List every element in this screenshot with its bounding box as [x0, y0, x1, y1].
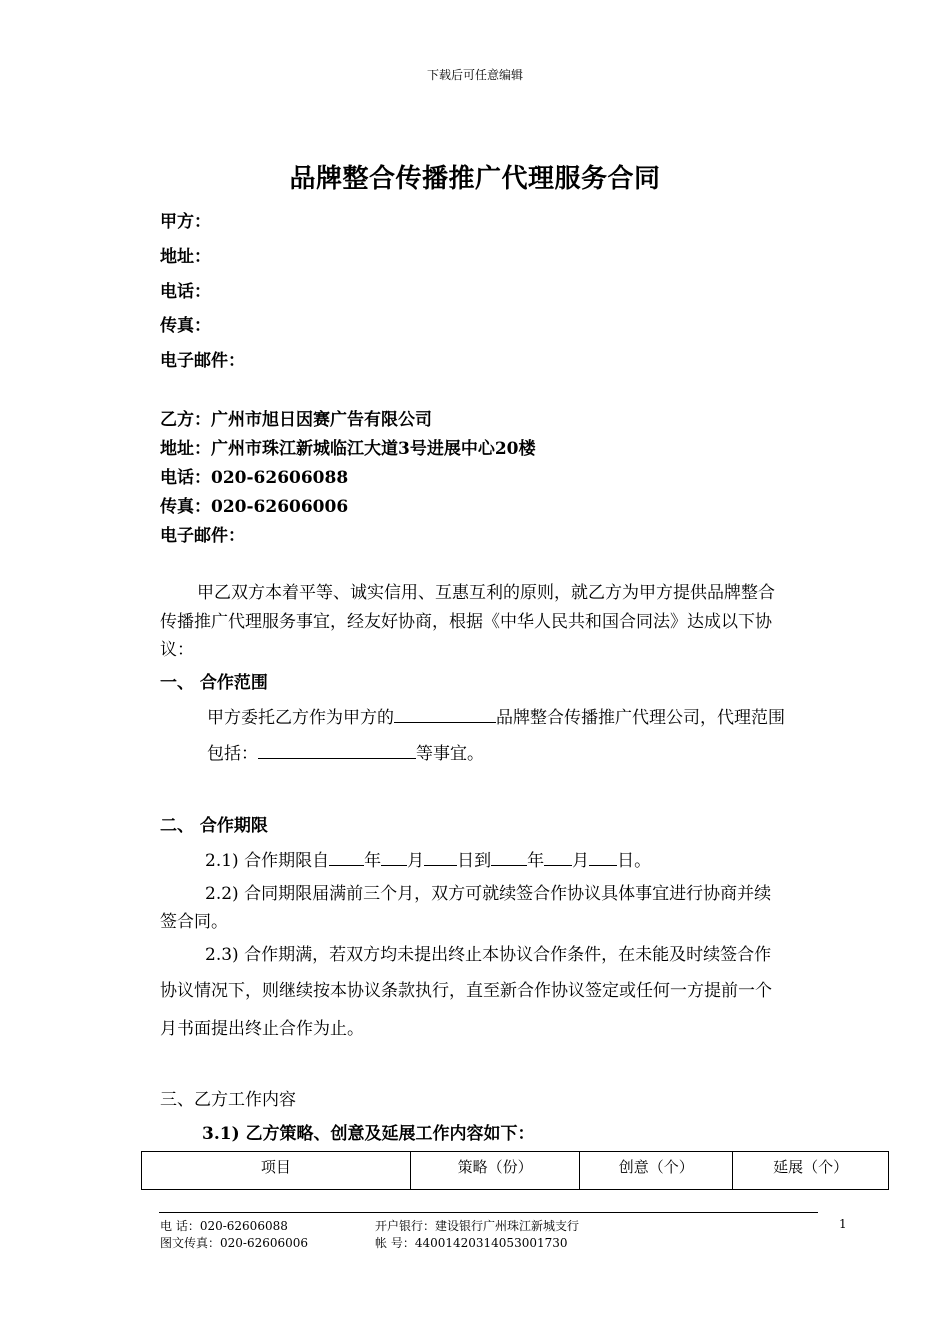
table-header-item: 项目: [142, 1152, 411, 1190]
section-1-line-2: [207, 739, 484, 764]
header-note: 下载后可任意编辑: [426, 68, 523, 82]
party-b-address: 地址：广州市珠江新城临江大道3号进展中心20楼: [160, 439, 536, 459]
item-2-1-text-g: 日。: [617, 851, 652, 871]
item-2-2-line-1: 2.2) 合同期限届满前三个月，双方可就续签合作协议具体事宜进行协商并续: [205, 884, 772, 904]
scope-blank-field[interactable]: [258, 741, 416, 759]
footer-account: 帐 号：44001420314053001730: [375, 1236, 568, 1250]
party-b-name: 乙方：广州市旭日因赛广告有限公司: [160, 410, 432, 430]
item-2-3-line-3: 月书面提出终止合作为止。: [160, 1019, 364, 1039]
item-2-1-text-b: 年: [364, 851, 382, 871]
footer-divider: [159, 1212, 818, 1213]
brand-blank-field[interactable]: [394, 705, 496, 723]
footer-fax: 图文传真：020-62606006: [160, 1236, 309, 1250]
start-month-blank[interactable]: [381, 848, 407, 866]
party-a-label: 甲方：: [160, 212, 211, 232]
table-header-strategy: 策略（份）: [410, 1152, 580, 1190]
table-header-row: [142, 1152, 889, 1190]
intro-line-2: 传播推广代理服务事宜，经友好协商，根据《中华人民共和国合同法》达成以下协: [160, 612, 772, 632]
section-2-heading: 二、 合作期限: [160, 816, 268, 836]
page-number: 1: [839, 1217, 847, 1231]
item-2-3-line-1: 2.3) 合作期满，若双方均未提出终止本协议合作条件，在未能及时续签合作: [205, 945, 772, 965]
start-year-blank[interactable]: [329, 848, 364, 866]
party-a-phone: 电话：: [160, 282, 211, 302]
end-year-blank[interactable]: [491, 848, 527, 866]
party-a-address: 地址：: [160, 247, 211, 267]
party-b-phone: 电话：020-62606088: [160, 468, 349, 488]
section-3-heading: 三、乙方工作内容: [160, 1090, 296, 1110]
party-b-email: 电子邮件：: [160, 526, 245, 546]
end-month-blank[interactable]: [544, 848, 572, 866]
contract-title: 品牌整合传播推广代理服务合同: [289, 164, 661, 194]
footer-phone: 电 话：020-62606088: [160, 1219, 288, 1233]
start-day-blank[interactable]: [424, 848, 457, 866]
item-2-1-text-d: 日到: [457, 851, 492, 871]
party-a-fax: 传真：: [160, 316, 211, 336]
intro-line-1: 甲乙双方本着平等、诚实信用、互惠互利的原则，就乙方为甲方提供品牌整合: [197, 583, 775, 603]
party-b-fax: 传真：020-62606006: [160, 497, 349, 517]
table-header-extension: 延展（个）: [733, 1152, 889, 1190]
section-1-text-d: 等事宜。: [416, 744, 484, 764]
table-header-creative: 创意（个）: [580, 1152, 733, 1190]
item-2-3-line-2: 协议情况下，则继续按本协议条款执行，直至新合作协议签定或任何一方提前一个: [160, 981, 772, 1001]
section-1-text-a: 甲方委托乙方作为甲方的: [207, 708, 394, 728]
item-2-2-line-2: 签合同。: [160, 912, 228, 932]
section-1-text-c: 包括：: [207, 744, 258, 764]
end-day-blank[interactable]: [589, 848, 617, 866]
footer-bank: 开户银行：建设银行广州珠江新城支行: [375, 1219, 580, 1233]
work-content-table: [141, 1151, 889, 1190]
section-1-heading: 一、 合作范围: [160, 673, 268, 693]
item-2-1-text-e: 年: [527, 851, 545, 871]
section-1-line-1: [207, 703, 785, 728]
item-2-1: [205, 846, 651, 871]
section-1-text-b: 品牌整合传播推广代理公司，代理范围: [496, 708, 785, 728]
item-2-1-text-c: 月: [407, 851, 425, 871]
party-a-email: 电子邮件：: [160, 351, 245, 371]
item-2-1-text-a: 2.1) 合作期限自: [205, 851, 330, 871]
section-3-subheading: 3.1) 乙方策略、创意及延展工作内容如下：: [202, 1124, 535, 1144]
item-2-1-text-f: 月: [572, 851, 590, 871]
intro-line-3: 议：: [160, 640, 194, 660]
